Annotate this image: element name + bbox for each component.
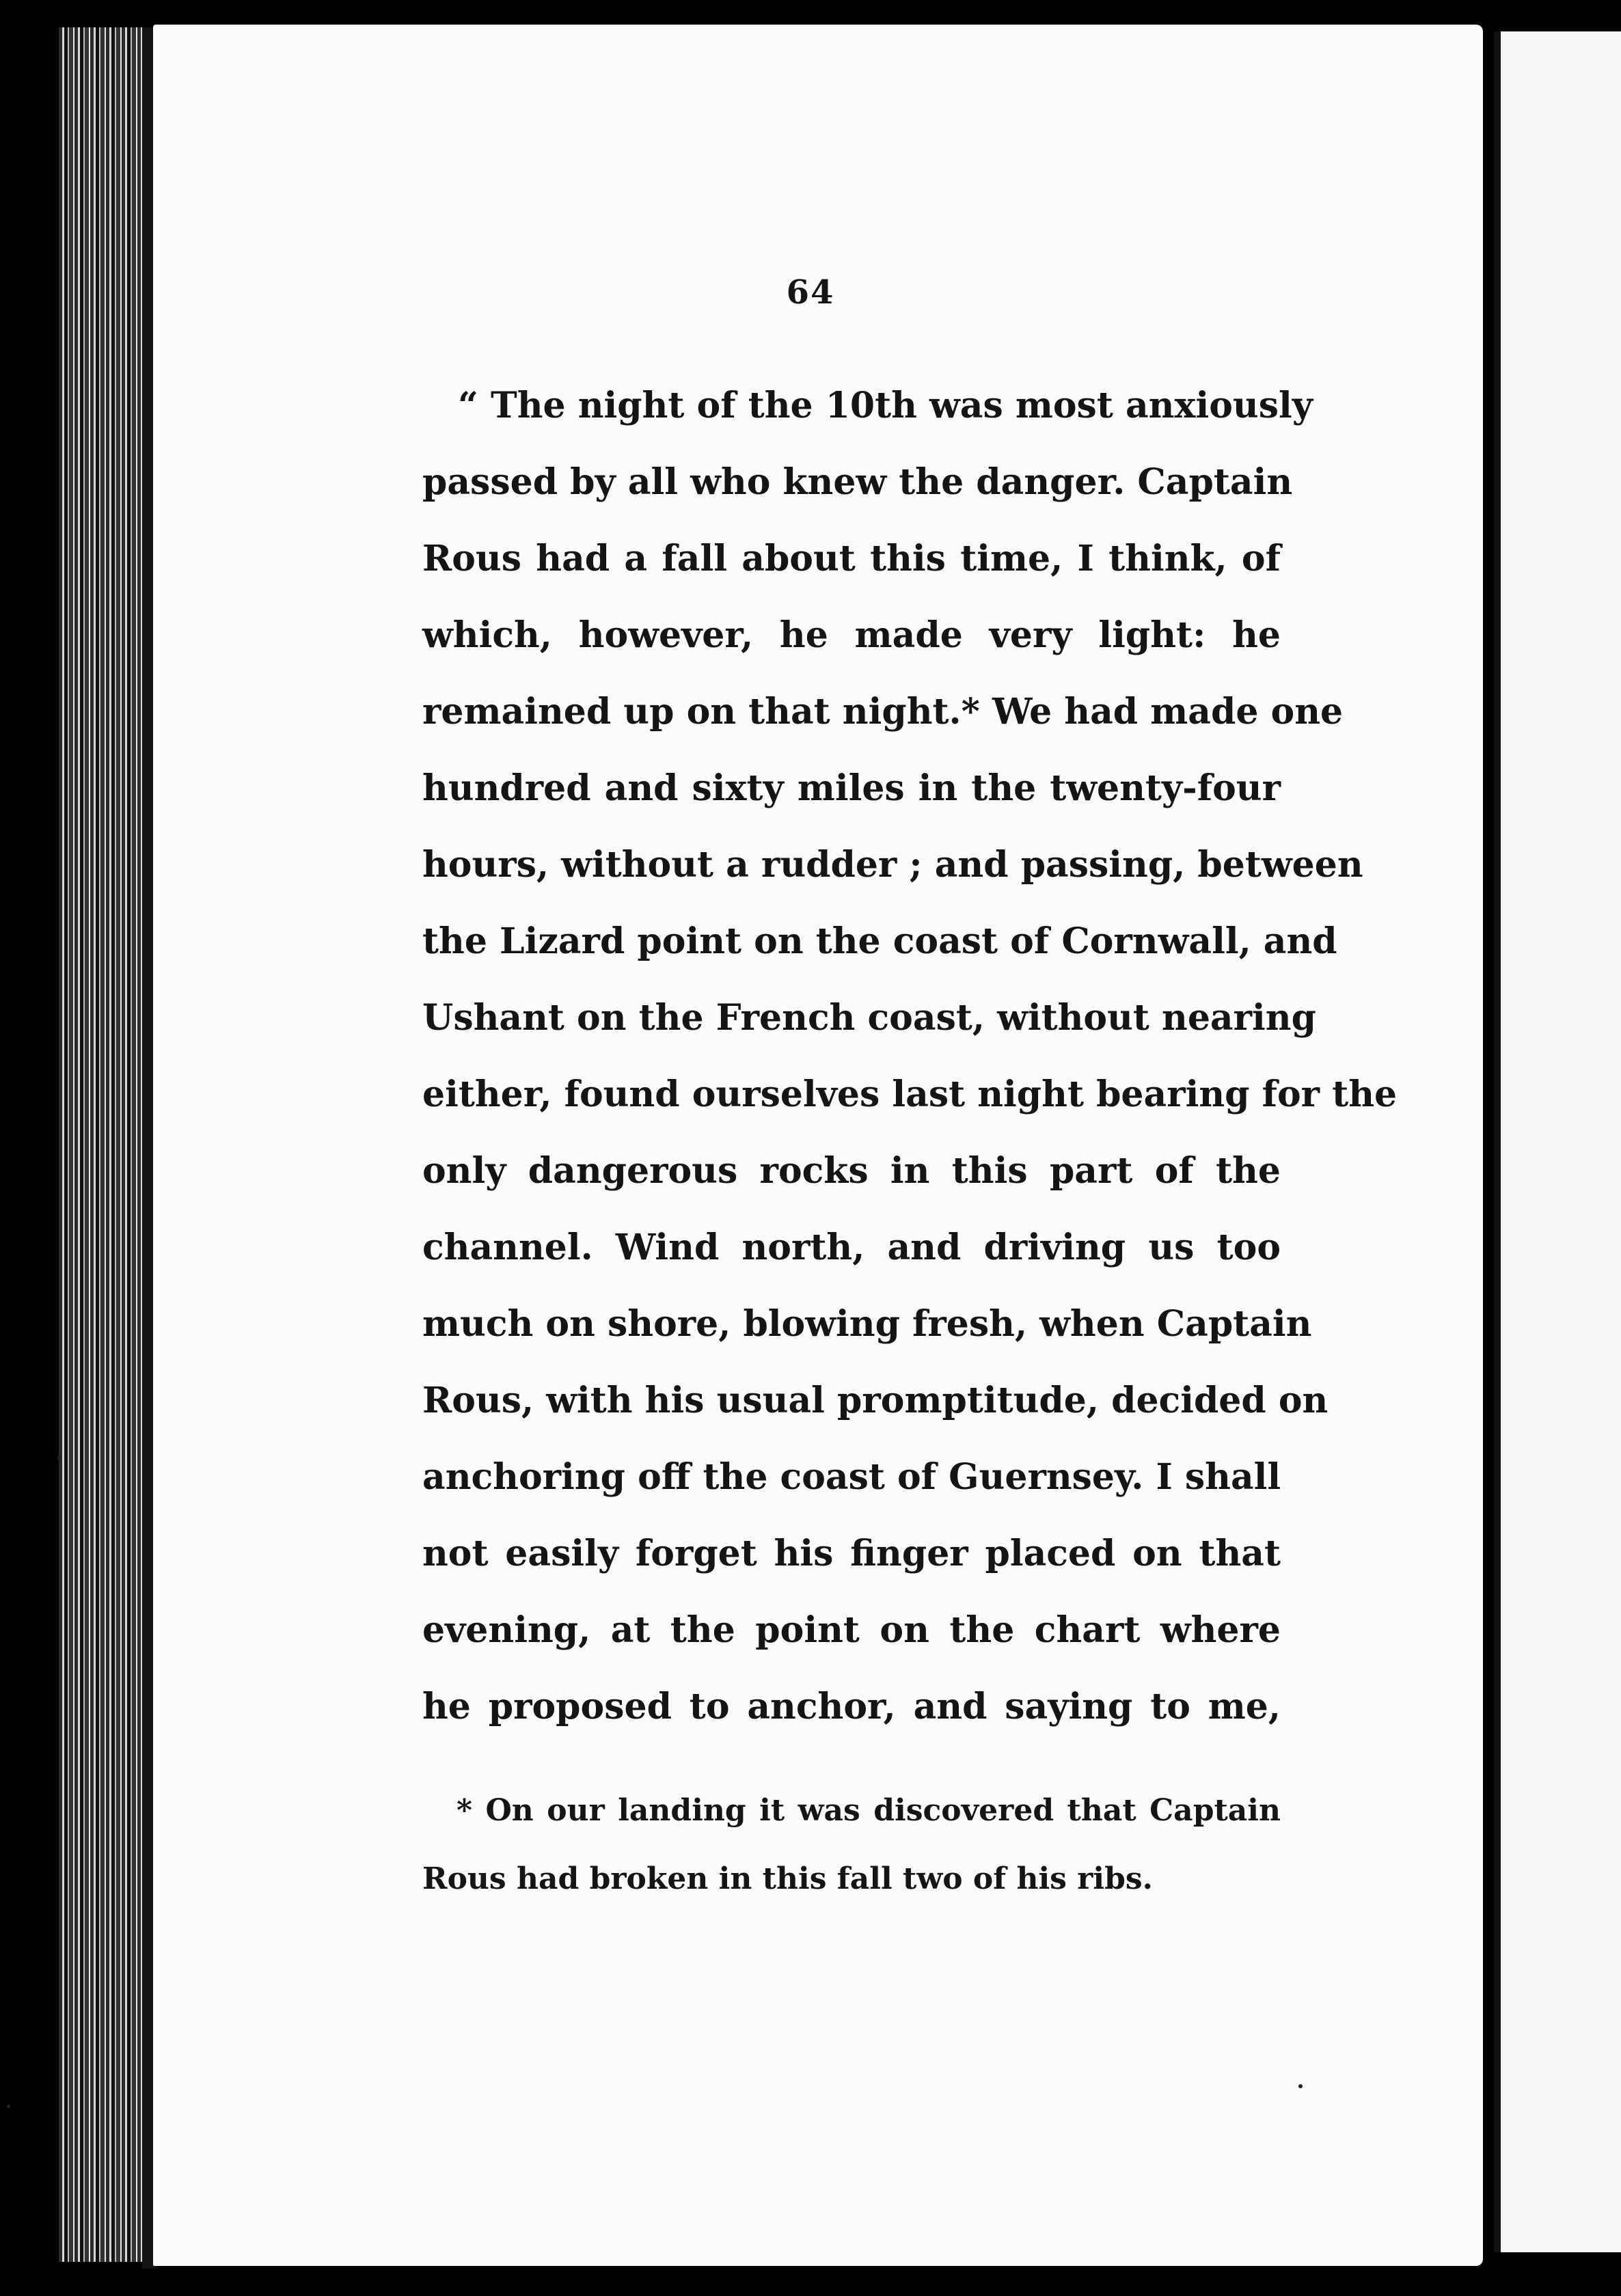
facing-page-edge — [1494, 31, 1621, 2252]
body-line: remained up on that night.* We had made one — [422, 691, 1344, 733]
body-line: Ushant on the French coast, without nearing — [422, 997, 1316, 1039]
body-line: Rous had a fall about this time, I think, of — [422, 538, 1281, 579]
body-line: passed by all who knew the danger. Captain — [422, 461, 1293, 503]
body-line: which, however, he made very light: he — [422, 614, 1281, 656]
footnote-line: * On our landing it was discovered that Captain — [457, 1793, 1281, 1828]
footnote-line: Rous had broken in this fall two of his ribs. — [422, 1861, 1153, 1896]
page-number: 64 — [786, 273, 835, 312]
body-line: “ The night of the 10th was most anxiously — [458, 385, 1313, 426]
body-line: evening, at the point on the chart where — [422, 1609, 1281, 1651]
body-line: only dangerous rocks in this part of the — [422, 1150, 1281, 1192]
ink-speck — [57, 1456, 61, 1461]
body-line: Rous, with his usual promptitude, decided on — [422, 1380, 1329, 1421]
body-line: hours, without a rudder ; and passing, between — [422, 844, 1363, 886]
body-line: anchoring off the coast of Guernsey. I shall — [422, 1456, 1281, 1498]
body-line: not easily forget his finger placed on that — [422, 1533, 1281, 1574]
body-line: either, found ourselves last night bearing for the — [422, 1074, 1398, 1115]
body-line: hundred and sixty miles in the twenty-four — [422, 767, 1281, 809]
book-spine-edge — [59, 27, 154, 2262]
body-line: he proposed to anchor, and saying to me, — [422, 1686, 1281, 1727]
ink-speck — [1298, 2084, 1303, 2088]
body-line: much on shore, blowing fresh, when Captain — [422, 1303, 1312, 1345]
ink-speck — [7, 2105, 10, 2108]
body-line: the Lizard point on the coast of Cornwall, and — [422, 920, 1337, 962]
body-line: channel. Wind north, and driving us too — [422, 1227, 1281, 1268]
